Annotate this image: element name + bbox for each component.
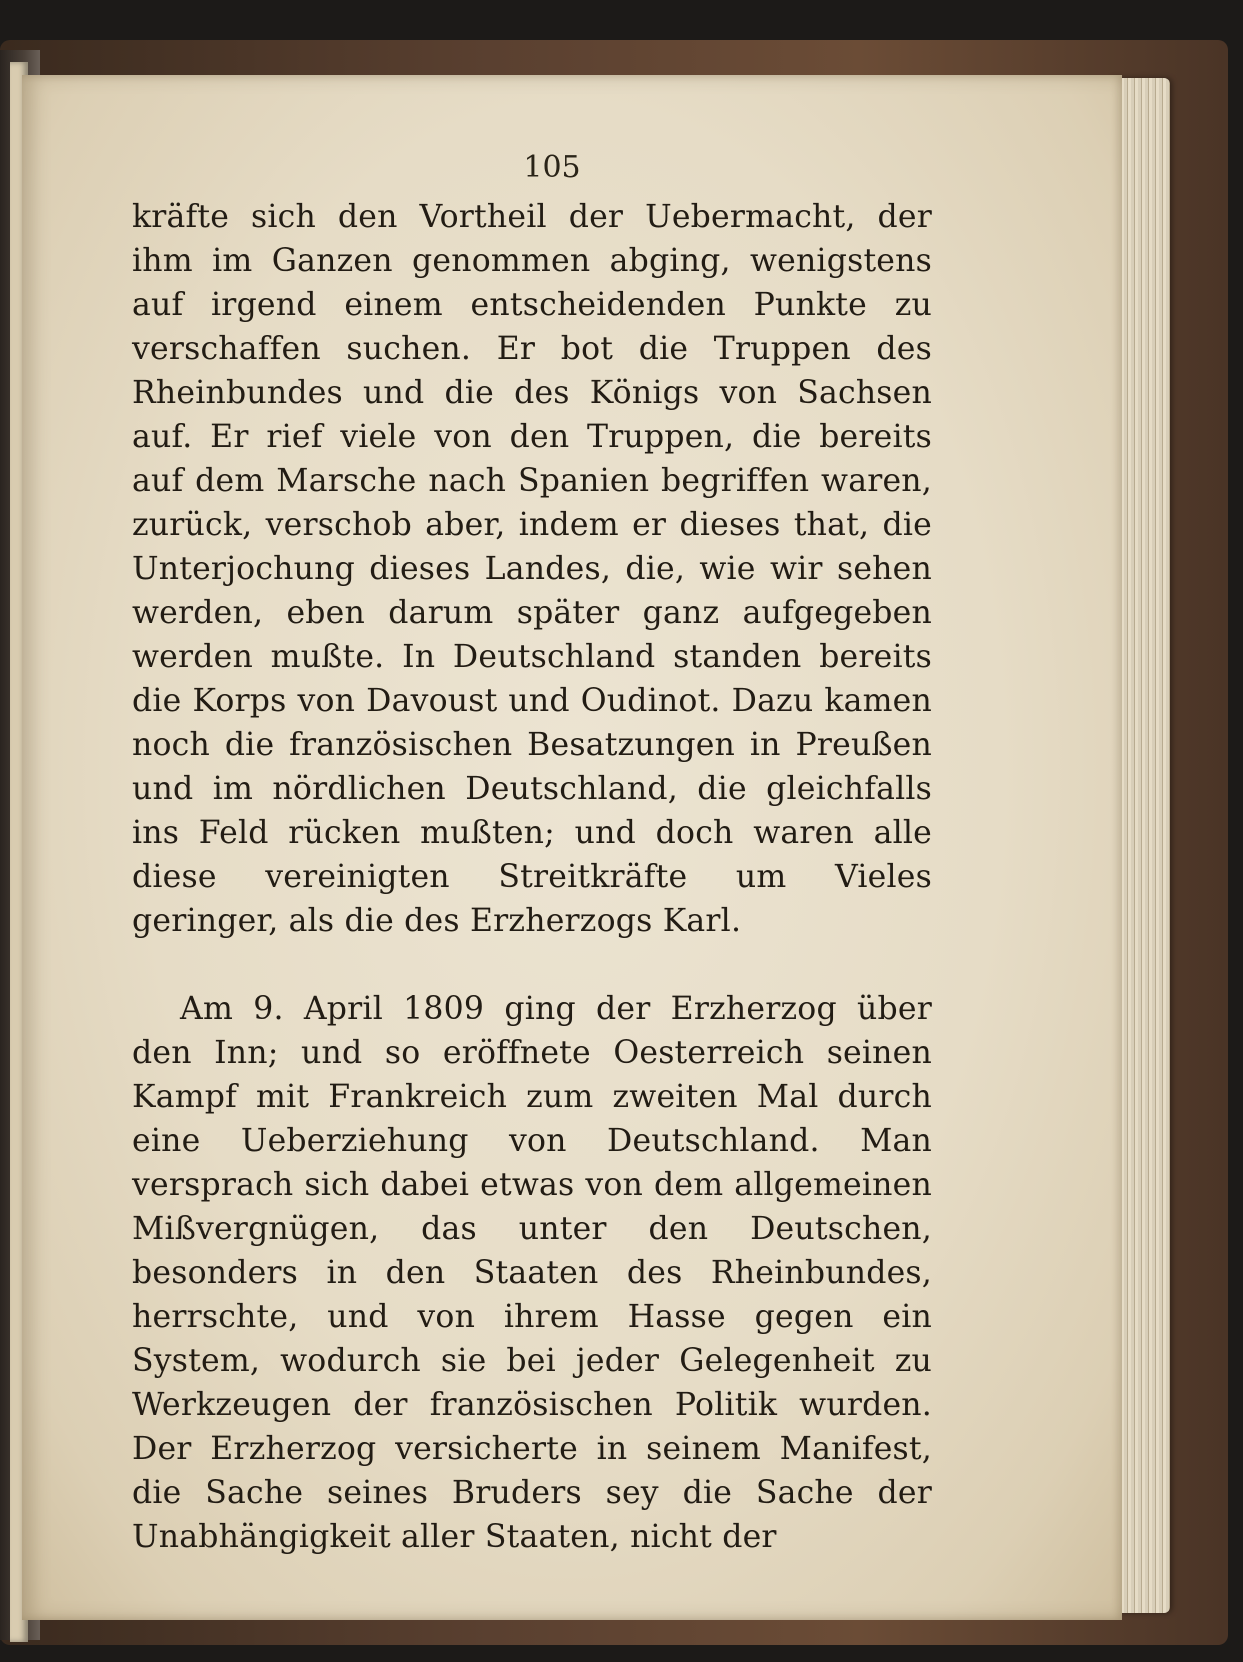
paragraph-gap — [132, 943, 932, 987]
paragraph-1: kräfte sich den Vortheil der Uebermacht, der ihm im Ganzen genommen abging, wenigstens auf irgend einem entscheidenden Punkte zu verschaffen suchen. Er bot die Truppen des Rheinbundes und die des Königs von Sachsen auf. Er rief viele von den Truppen, die bereits auf dem Marsche nach Spanien begriffen waren, zurück, verschob aber, indem er dieses that, die Unterjochung dieses Landes, die, wie wir sehen werden, eben darum später ganz aufgegeben werden mußte. In Deutschland standen bereits die Korps von Davoust und Oudinot. Dazu kamen noch die französischen Besatzungen in Preußen und im nördlichen Deutschland, die gleichfalls ins Feld rücken mußten; und doch waren alle diese vereinigten Streitkräfte um Vieles geringer, als die des Erzherzogs Karl. — [132, 199, 932, 939]
book-page — [22, 75, 1122, 1620]
page-number: 105 — [523, 150, 581, 185]
page-text — [132, 195, 932, 1559]
paragraph-2: Am 9. April 1809 ging der Erzherzog über den Inn; und so eröffnete Oesterreich seinen Kampf mit Frankreich zum zweiten Mal durch eine Ueberziehung von Deutschland. Man versprach sich dabei etwas von dem allgemeinen Mißvergnügen, das unter den Deutschen, besonders in den Staaten des Rheinbundes, herrschte, und von ihrem Hasse gegen ein System, wodurch sie bei jeder Gelegenheit zu Werkzeugen der französischen Politik wurden. Der Erzherzog versicherte in seinem Manifest, die Sache seines Bruders sey die Sache der Unabhängigkeit aller Staaten, nicht der — [132, 991, 932, 1555]
